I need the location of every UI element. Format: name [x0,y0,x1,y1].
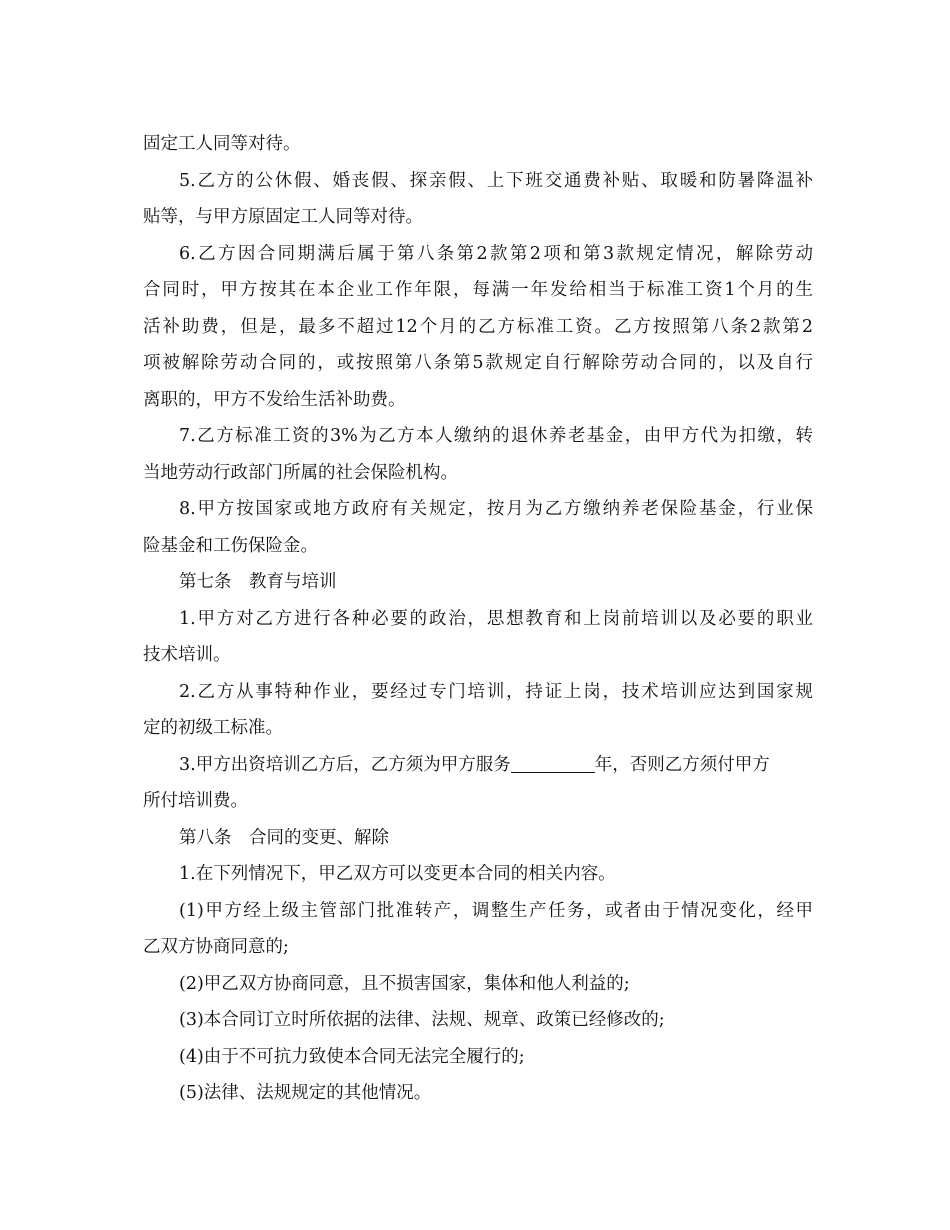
text-line: 7.乙方标准工资的3%为乙方本人缴纳的退休养老基金，由甲方代为扣缴，转 [179,426,813,446]
text-line: (5)法律、法规规定的其他情况。 [179,1083,432,1103]
section-heading: 第八条 合同的变更、解除 [179,827,389,848]
fill-in-blank [511,750,595,773]
text-line: 合同时，甲方按其在本企业工作年限，每满一年发给相当于标准工资1个月的生 [143,280,813,300]
text-line: 贴等，与甲方原固定工人同等对待。 [143,207,423,227]
text-line: 险基金和工伤保险金。 [143,535,318,556]
text-line-with-blank [143,747,813,784]
text-line: 6.乙方因合同期满后属于第八条第2款第2项和第3款规定情况，解除劳动 [179,243,813,264]
text-line: 所付培训费。 [143,791,248,811]
section-heading: 第七条 教育与培训 [179,572,337,592]
text-fragment: 年，否则乙方须付甲方 [594,754,770,775]
text-line: 离职的，甲方不发给生活补助费。 [143,389,406,410]
text-line: 活补助费，但是，最多不超过12个月的乙方标准工资。乙方按照第八条2款第2 [143,316,813,337]
text-line: 8.甲方按国家或地方政府有关规定，按月为乙方缴纳养老保险基金，行业保 [179,499,813,519]
text-line: 1.甲方对乙方进行各种必要的政治，思想教育和上岗前培训以及必要的职业 [179,608,813,629]
text-line: 项被解除劳动合同的，或按照第八条第5款规定自行解除劳动合同的，以及自行 [143,353,813,373]
text-line: 1.在下列情况下，甲乙双方可以变更本合同的相关内容。 [179,864,616,884]
text-line: (1)甲方经上级主管部门批准转产，调整生产任务，或者由于情况变化，经甲 [179,900,813,921]
text-fragment: 3.甲方出资培训乙方后，乙方须为甲方服务 [179,754,511,775]
text-line: 当地劳动行政部门所属的社会保险机构。 [143,462,458,483]
text-line: 定的初级工标准。 [143,718,283,738]
text-line: (3)本合同订立时所依据的法律、法规、规章、政策已经修改的; [179,1010,665,1030]
document-body [143,126,813,1112]
text-line: 5.乙方的公休假、婚丧假、探亲假、上下班交通费补贴、取暖和防暑降温补 [179,170,813,191]
text-line: (4)由于不可抗力致使本合同无法完全履行的; [179,1046,525,1067]
text-line: 技术培训。 [143,645,231,665]
text-line: 乙双方协商同意的; [143,937,289,957]
text-line: 2.乙方从事特种作业，要经过专门培训，持证上岗，技术培训应达到国家规 [179,681,813,702]
text-line: 固定工人同等对待。 [143,134,301,154]
text-line: (2)甲乙双方协商同意，且不损害国家，集体和他人利益的; [179,973,630,994]
